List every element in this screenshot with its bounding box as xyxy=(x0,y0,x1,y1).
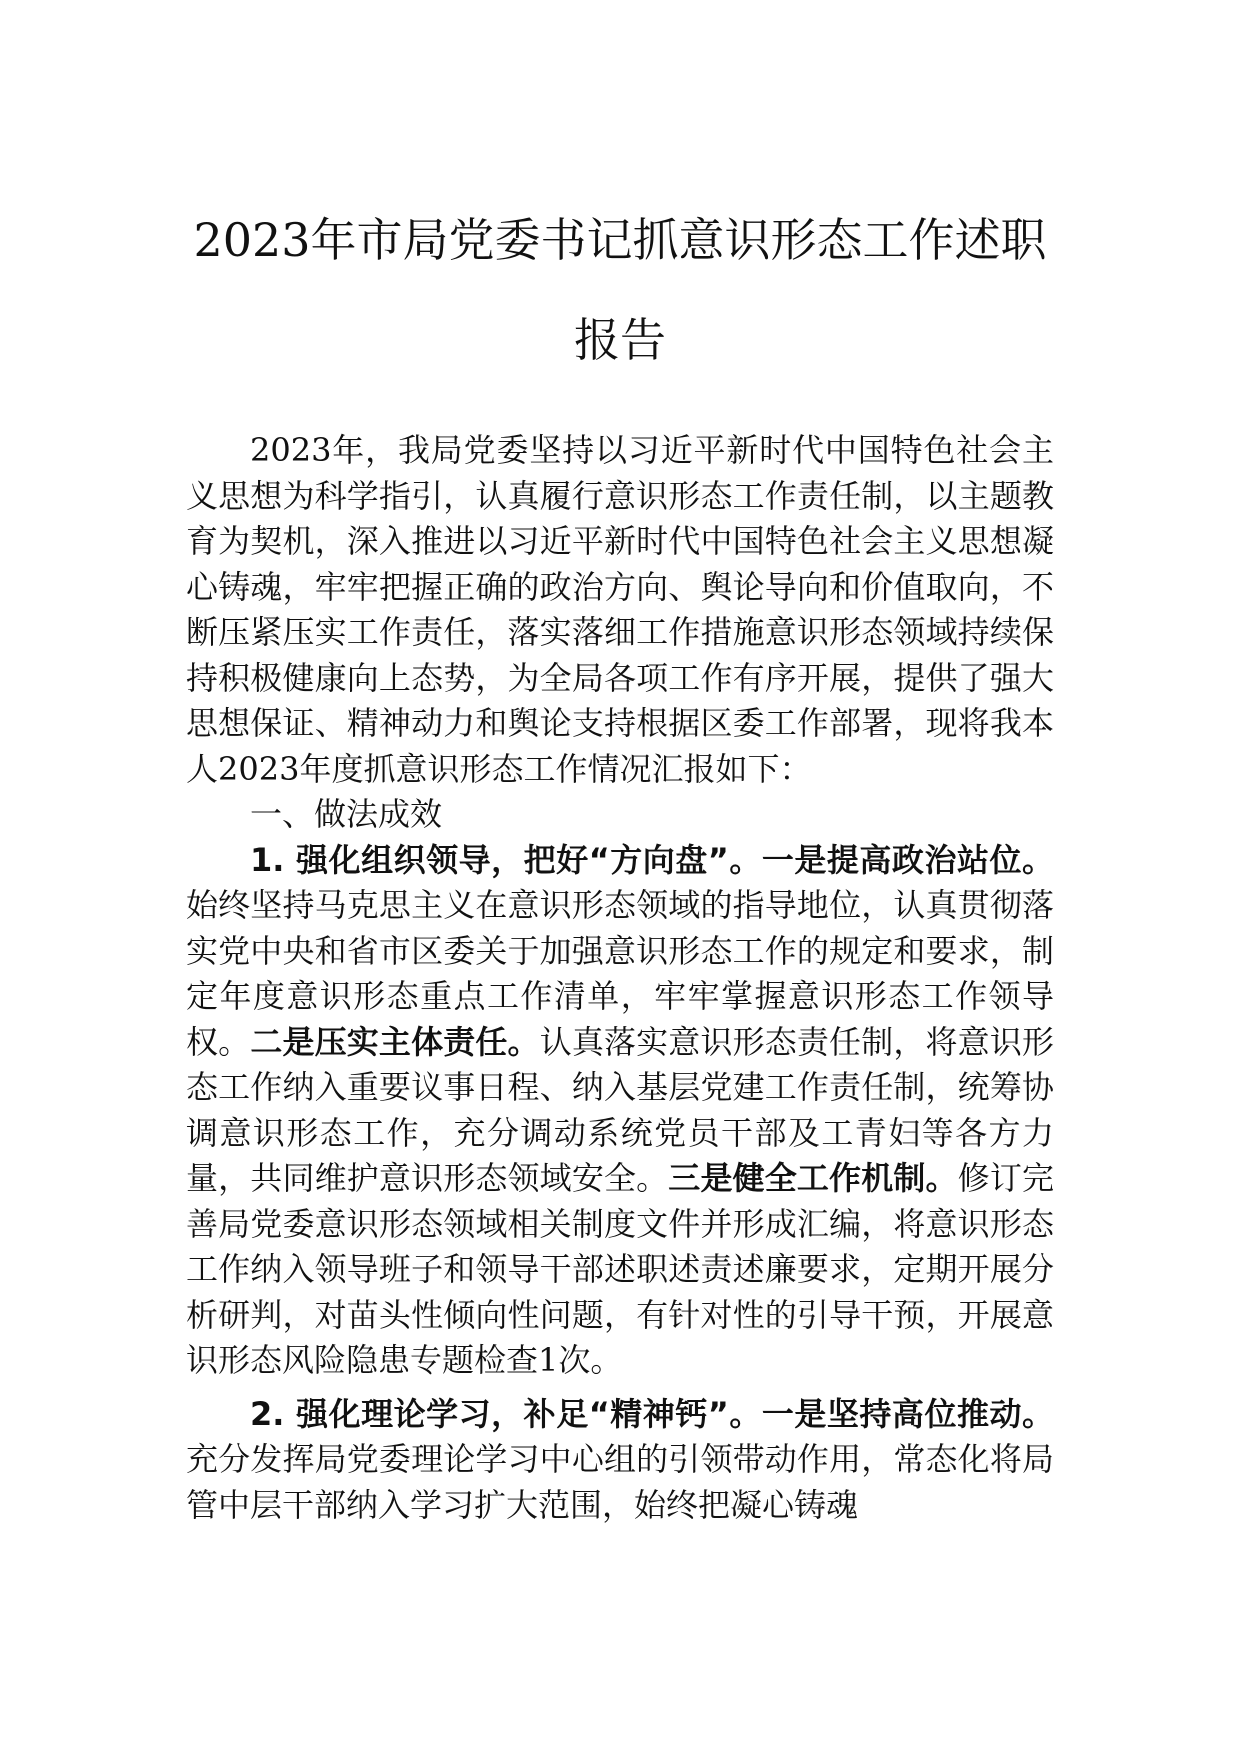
section-heading-1: 一、做法成效 xyxy=(250,795,443,833)
item-2-paragraph xyxy=(186,1392,1054,1529)
document-title-line-2: 报告 xyxy=(574,313,666,367)
item-1-lead: 1. 强化组织领导，把好“方向盘”。一是提高政治站位。 xyxy=(250,840,1054,879)
item-1-bold-3: 三是健全工作机制。 xyxy=(668,1159,958,1197)
document-body xyxy=(186,428,1054,1528)
item-1-bold-2: 二是压实主体责任。 xyxy=(250,1022,540,1061)
item-1-text-3: 修订完善局党委意识形态领域相关制度文件并形成汇编，将意识形态工作纳入领导班子和领导干部述职述责述廉要求，定期开展分析研判，对苗头性倾向性问题，有针对性的引导干预，开展意识形态风险隐患专题检查1次。 xyxy=(186,1159,1054,1379)
intro-paragraph: 2023年，我局党委坚持以习近平新时代中国特色社会主义思想为科学指引，认真履行意识形态工作责任制，以主题教育为契机，深入推进以习近平新时代中国特色社会主义思想凝心铸魂，牢牢把握正确的政治方向、舆论导向和价值取向，不断压紧压实工作责任，落实落细工作措施意识形态领域持续保持积极健康向上态势，为全局各项工作有序开展，提供了强大思想保证、精神动力和舆论支持根据区委工作部署，现将我本人2023年度抓意识形态工作情况汇报如下： xyxy=(186,431,1054,788)
item-2-text-1: 充分发挥局党委理论学习中心组的引领带动作用，常态化将局管中层干部纳入学习扩大范围，始终把凝心铸魂 xyxy=(186,1440,1054,1524)
document-title-line-1: 2023年市局党委书记抓意识形态工作述职 xyxy=(193,213,1047,267)
item-1-paragraph xyxy=(186,838,1054,1384)
item-1-text-1: 始终坚持马克思主义在意识形态领域的指导地位，认真贯彻落实党中央和省市区委关于加强意识形态工作的规定和要求，制定年度意识形态重点工作清单，牢牢掌握意识形态工作领导权。 xyxy=(186,886,1054,1061)
item-2-lead: 2. 强化理论学习，补足“精神钙”。一是坚持高位推动。 xyxy=(250,1394,1054,1433)
item-1-text-2: 认真落实意识形态责任制，将意识形态工作纳入重要议事日程、纳入基层党建工作责任制，统筹协调意识形态工作，充分调动系统党员干部及工青妇等各方力量，共同维护意识形态领域安全。 xyxy=(186,1022,1054,1197)
